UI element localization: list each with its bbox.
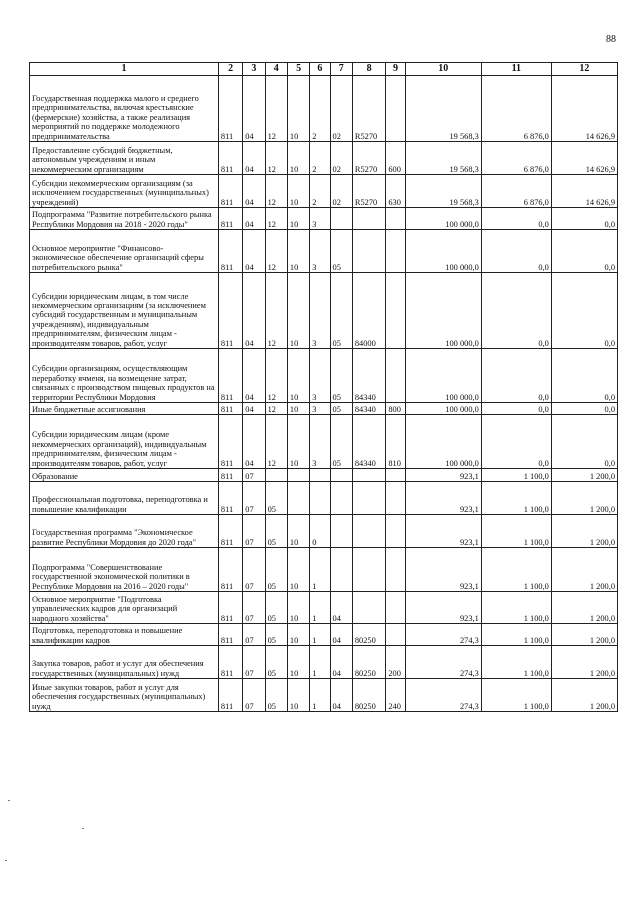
amount-cell: 1 100,0 xyxy=(481,482,551,515)
code-cell: 84000 xyxy=(352,273,386,349)
amount-cell: 100 000,0 xyxy=(405,230,481,273)
table-row xyxy=(30,403,618,415)
code-cell: 10 xyxy=(287,349,309,403)
code-cell: 84340 xyxy=(352,349,386,403)
amount-cell: 274,3 xyxy=(405,679,481,712)
amount-cell: 0,0 xyxy=(551,403,617,415)
code-cell: 12 xyxy=(265,76,287,142)
code-cell: 240 xyxy=(386,679,405,712)
code-cell: 811 xyxy=(218,482,242,515)
code-cell xyxy=(287,482,309,515)
code-cell: 12 xyxy=(265,208,287,230)
table-row xyxy=(30,679,618,712)
table-row xyxy=(30,646,618,679)
table-row xyxy=(30,349,618,403)
code-cell xyxy=(352,515,386,548)
column-header: 9 xyxy=(386,63,405,76)
code-cell: R5270 xyxy=(352,175,386,208)
amount-cell: 19 568,3 xyxy=(405,76,481,142)
row-name: Подготовка, переподготовка и повышение квалификации кадров xyxy=(30,624,219,646)
amount-cell: 6 876,0 xyxy=(481,142,551,175)
code-cell: 04 xyxy=(243,175,265,208)
code-cell: 04 xyxy=(330,679,352,712)
code-cell: 3 xyxy=(310,403,330,415)
amount-cell: 0,0 xyxy=(481,403,551,415)
code-cell: 04 xyxy=(243,230,265,273)
code-cell xyxy=(330,548,352,592)
row-name: Субсидии организациям, осуществляющим переработку ячменя, на возмещение затрат, связанных с производством пищевых продуктов на территории Республики Мордовия xyxy=(30,349,219,403)
column-header: 11 xyxy=(481,63,551,76)
code-cell: 04 xyxy=(243,273,265,349)
code-cell: 1 xyxy=(310,592,330,624)
amount-cell: 6 876,0 xyxy=(481,76,551,142)
amount-cell: 1 200,0 xyxy=(551,646,617,679)
amount-cell: 1 100,0 xyxy=(481,548,551,592)
amount-cell: 0,0 xyxy=(481,349,551,403)
amount-cell: 1 200,0 xyxy=(551,548,617,592)
code-cell: 811 xyxy=(218,175,242,208)
code-cell: 811 xyxy=(218,415,242,469)
code-cell: 04 xyxy=(243,415,265,469)
code-cell xyxy=(352,230,386,273)
column-header: 3 xyxy=(243,63,265,76)
code-cell xyxy=(352,208,386,230)
code-cell: R5270 xyxy=(352,76,386,142)
amount-cell: 0,0 xyxy=(551,415,617,469)
column-header: 1 xyxy=(30,63,219,76)
code-cell: 3 xyxy=(310,208,330,230)
code-cell: 12 xyxy=(265,415,287,469)
amount-cell: 0,0 xyxy=(551,208,617,230)
row-name: Основное мероприятие "Финансово-экономическое обеспечение организаций сферы потребительского рынка" xyxy=(30,230,219,273)
table-body xyxy=(30,76,618,712)
column-header: 6 xyxy=(310,63,330,76)
code-cell: 12 xyxy=(265,230,287,273)
code-cell: 04 xyxy=(243,142,265,175)
amount-cell: 0,0 xyxy=(481,273,551,349)
table-row xyxy=(30,230,618,273)
code-cell: 200 xyxy=(386,646,405,679)
amount-cell: 0,0 xyxy=(481,230,551,273)
code-cell: 811 xyxy=(218,230,242,273)
code-cell: 02 xyxy=(330,76,352,142)
code-cell: 05 xyxy=(330,273,352,349)
budget-table xyxy=(29,62,618,712)
amount-cell: 923,1 xyxy=(405,592,481,624)
code-cell xyxy=(352,469,386,482)
amount-cell: 1 100,0 xyxy=(481,624,551,646)
scan-speck xyxy=(82,828,84,829)
row-name: Государственная поддержка малого и среднего предпринимательства, включая крестьянские (фермерские) хозяйства, а также реализация мероприятий по поддержке молодежного предпринимательства xyxy=(30,76,219,142)
code-cell: 10 xyxy=(287,175,309,208)
amount-cell: 1 100,0 xyxy=(481,592,551,624)
table-row xyxy=(30,415,618,469)
code-cell: 811 xyxy=(218,403,242,415)
code-cell: 04 xyxy=(243,208,265,230)
column-header: 5 xyxy=(287,63,309,76)
code-cell xyxy=(386,208,405,230)
amount-cell: 100 000,0 xyxy=(405,349,481,403)
code-cell: 3 xyxy=(310,415,330,469)
code-cell: 811 xyxy=(218,142,242,175)
code-cell: 04 xyxy=(330,592,352,624)
table-row xyxy=(30,273,618,349)
amount-cell: 0,0 xyxy=(481,208,551,230)
row-name: Основное мероприятие "Подготовка управленческих кадров для организаций народного хозяйства" xyxy=(30,592,219,624)
code-cell: 12 xyxy=(265,273,287,349)
code-cell: 10 xyxy=(287,515,309,548)
code-cell: 07 xyxy=(243,548,265,592)
code-cell: 2 xyxy=(310,175,330,208)
amount-cell: 6 876,0 xyxy=(481,175,551,208)
code-cell: 10 xyxy=(287,646,309,679)
code-cell: 3 xyxy=(310,349,330,403)
code-cell: 811 xyxy=(218,469,242,482)
code-cell: 02 xyxy=(330,175,352,208)
code-cell: 3 xyxy=(310,230,330,273)
code-cell: 04 xyxy=(330,646,352,679)
amount-cell: 14 626,9 xyxy=(551,142,617,175)
row-name: Подпрограмма "Развитие потребительского рынка Республики Мордовия на 2018 - 2020 годы" xyxy=(30,208,219,230)
amount-cell: 0,0 xyxy=(551,349,617,403)
code-cell: 10 xyxy=(287,230,309,273)
code-cell: 02 xyxy=(330,142,352,175)
row-name: Субсидии некоммерческим организациям (за исключением государственных (муниципальных) учреждений) xyxy=(30,175,219,208)
code-cell: 10 xyxy=(287,592,309,624)
amount-cell: 100 000,0 xyxy=(405,415,481,469)
code-cell: 810 xyxy=(386,415,405,469)
code-cell: 811 xyxy=(218,76,242,142)
column-header: 4 xyxy=(265,63,287,76)
code-cell xyxy=(330,469,352,482)
code-cell: 80250 xyxy=(352,679,386,712)
code-cell: 07 xyxy=(243,679,265,712)
scan-speck xyxy=(8,800,10,801)
code-cell: 10 xyxy=(287,624,309,646)
code-cell: 630 xyxy=(386,175,405,208)
amount-cell: 1 100,0 xyxy=(481,679,551,712)
code-cell: 1 xyxy=(310,624,330,646)
code-cell xyxy=(265,469,287,482)
code-cell: 05 xyxy=(265,646,287,679)
code-cell: 10 xyxy=(287,142,309,175)
row-name: Субсидии юридическим лицам (кроме некоммерческих организаций), индивидуальным предпринимателям, физическим лицам - производителям товаров, работ, услуг xyxy=(30,415,219,469)
table-row xyxy=(30,515,618,548)
code-cell xyxy=(386,482,405,515)
table-row xyxy=(30,142,618,175)
code-cell: 12 xyxy=(265,175,287,208)
code-cell xyxy=(386,349,405,403)
code-cell: 1 xyxy=(310,548,330,592)
amount-cell: 274,3 xyxy=(405,646,481,679)
code-cell: 84340 xyxy=(352,415,386,469)
code-cell xyxy=(386,515,405,548)
code-cell: 05 xyxy=(330,415,352,469)
code-cell xyxy=(386,76,405,142)
amount-cell: 1 200,0 xyxy=(551,515,617,548)
code-cell xyxy=(386,548,405,592)
code-cell xyxy=(386,469,405,482)
code-cell: 05 xyxy=(330,349,352,403)
amount-cell: 1 100,0 xyxy=(481,515,551,548)
code-cell: 07 xyxy=(243,624,265,646)
row-name: Субсидии юридическим лицам, в том числе некоммерческим организациям (за исключением субсидий государственным и муниципальным учреждениям), индивидуальным предпринимателям, физическим лицам - производителям товаров, работ, услуг xyxy=(30,273,219,349)
row-name: Подпрограмма "Совершенствование государственной экономической политики в Республике Мордовия на 2016 – 2020 годы" xyxy=(30,548,219,592)
amount-cell: 100 000,0 xyxy=(405,403,481,415)
code-cell: 12 xyxy=(265,142,287,175)
code-cell: 2 xyxy=(310,142,330,175)
code-cell: 07 xyxy=(243,482,265,515)
amount-cell: 100 000,0 xyxy=(405,273,481,349)
table-row xyxy=(30,208,618,230)
code-cell: 04 xyxy=(243,403,265,415)
code-cell: 12 xyxy=(265,349,287,403)
row-name: Закупка товаров, работ и услуг для обеспечения государственных (муниципальных) нужд xyxy=(30,646,219,679)
row-name: Образование xyxy=(30,469,219,482)
amount-cell: 0,0 xyxy=(551,273,617,349)
code-cell: 05 xyxy=(265,592,287,624)
code-cell: 12 xyxy=(265,403,287,415)
code-cell: 811 xyxy=(218,515,242,548)
row-name: Иные закупки товаров, работ и услуг для обеспечения государственных (муниципальных) нужд xyxy=(30,679,219,712)
code-cell: 07 xyxy=(243,469,265,482)
code-cell: 04 xyxy=(243,76,265,142)
table-row xyxy=(30,548,618,592)
code-cell: 05 xyxy=(265,515,287,548)
code-cell: 05 xyxy=(265,482,287,515)
code-cell: 05 xyxy=(265,624,287,646)
header-row xyxy=(30,63,618,76)
code-cell: 811 xyxy=(218,349,242,403)
table-row xyxy=(30,469,618,482)
amount-cell: 1 100,0 xyxy=(481,469,551,482)
amount-cell: 14 626,9 xyxy=(551,175,617,208)
code-cell xyxy=(386,273,405,349)
code-cell: 05 xyxy=(265,679,287,712)
code-cell: 80250 xyxy=(352,624,386,646)
code-cell: 07 xyxy=(243,646,265,679)
amount-cell: 14 626,9 xyxy=(551,76,617,142)
table-row xyxy=(30,175,618,208)
code-cell: 05 xyxy=(330,230,352,273)
amount-cell: 923,1 xyxy=(405,469,481,482)
table-row xyxy=(30,482,618,515)
code-cell: 811 xyxy=(218,679,242,712)
code-cell xyxy=(330,482,352,515)
code-cell xyxy=(330,515,352,548)
row-name: Предоставление субсидий бюджетным, автономным учреждениям и иным некоммерческим организациям xyxy=(30,142,219,175)
amount-cell: 923,1 xyxy=(405,482,481,515)
code-cell: 10 xyxy=(287,403,309,415)
table-row xyxy=(30,592,618,624)
code-cell: 811 xyxy=(218,592,242,624)
code-cell xyxy=(310,469,330,482)
code-cell: 05 xyxy=(265,548,287,592)
row-name: Иные бюджетные ассигнования xyxy=(30,403,219,415)
amount-cell: 100 000,0 xyxy=(405,208,481,230)
code-cell: 0 xyxy=(310,515,330,548)
code-cell: 10 xyxy=(287,548,309,592)
code-cell xyxy=(352,548,386,592)
code-cell: 10 xyxy=(287,208,309,230)
code-cell: 2 xyxy=(310,76,330,142)
code-cell xyxy=(386,624,405,646)
code-cell xyxy=(386,230,405,273)
amount-cell: 1 200,0 xyxy=(551,624,617,646)
code-cell: 10 xyxy=(287,273,309,349)
code-cell: 811 xyxy=(218,624,242,646)
amount-cell: 1 200,0 xyxy=(551,592,617,624)
code-cell: 1 xyxy=(310,679,330,712)
code-cell xyxy=(386,592,405,624)
code-cell: 10 xyxy=(287,76,309,142)
amount-cell: 19 568,3 xyxy=(405,175,481,208)
code-cell: 811 xyxy=(218,646,242,679)
code-cell: 04 xyxy=(243,349,265,403)
amount-cell: 0,0 xyxy=(551,230,617,273)
code-cell: 84340 xyxy=(352,403,386,415)
code-cell: 10 xyxy=(287,415,309,469)
amount-cell: 1 200,0 xyxy=(551,469,617,482)
column-header: 10 xyxy=(405,63,481,76)
amount-cell: 1 200,0 xyxy=(551,482,617,515)
amount-cell: 923,1 xyxy=(405,548,481,592)
column-header: 8 xyxy=(352,63,386,76)
code-cell: 1 xyxy=(310,646,330,679)
amount-cell: 0,0 xyxy=(481,415,551,469)
code-cell: 80250 xyxy=(352,646,386,679)
code-cell: 811 xyxy=(218,208,242,230)
code-cell: 3 xyxy=(310,273,330,349)
code-cell: 600 xyxy=(386,142,405,175)
code-cell xyxy=(352,592,386,624)
page-number: 88 xyxy=(606,34,616,45)
code-cell xyxy=(352,482,386,515)
code-cell: 10 xyxy=(287,679,309,712)
code-cell: 07 xyxy=(243,515,265,548)
amount-cell: 1 200,0 xyxy=(551,679,617,712)
amount-cell: 1 100,0 xyxy=(481,646,551,679)
code-cell xyxy=(310,482,330,515)
amount-cell: 19 568,3 xyxy=(405,142,481,175)
amount-cell: 274,3 xyxy=(405,624,481,646)
row-name: Профессиональная подготовка, переподготовка и повышение квалификации xyxy=(30,482,219,515)
code-cell xyxy=(287,469,309,482)
code-cell: 811 xyxy=(218,548,242,592)
column-header: 7 xyxy=(330,63,352,76)
code-cell: 05 xyxy=(330,403,352,415)
code-cell: 811 xyxy=(218,273,242,349)
code-cell: R5270 xyxy=(352,142,386,175)
column-header: 2 xyxy=(218,63,242,76)
amount-cell: 923,1 xyxy=(405,515,481,548)
scan-speck xyxy=(5,860,7,861)
code-cell: 04 xyxy=(330,624,352,646)
code-cell xyxy=(330,208,352,230)
table-row xyxy=(30,624,618,646)
row-name: Государственная программа "Экономическое развитие Республики Мордовия до 2020 года" xyxy=(30,515,219,548)
column-header: 12 xyxy=(551,63,617,76)
table-row xyxy=(30,76,618,142)
code-cell: 800 xyxy=(386,403,405,415)
code-cell: 07 xyxy=(243,592,265,624)
